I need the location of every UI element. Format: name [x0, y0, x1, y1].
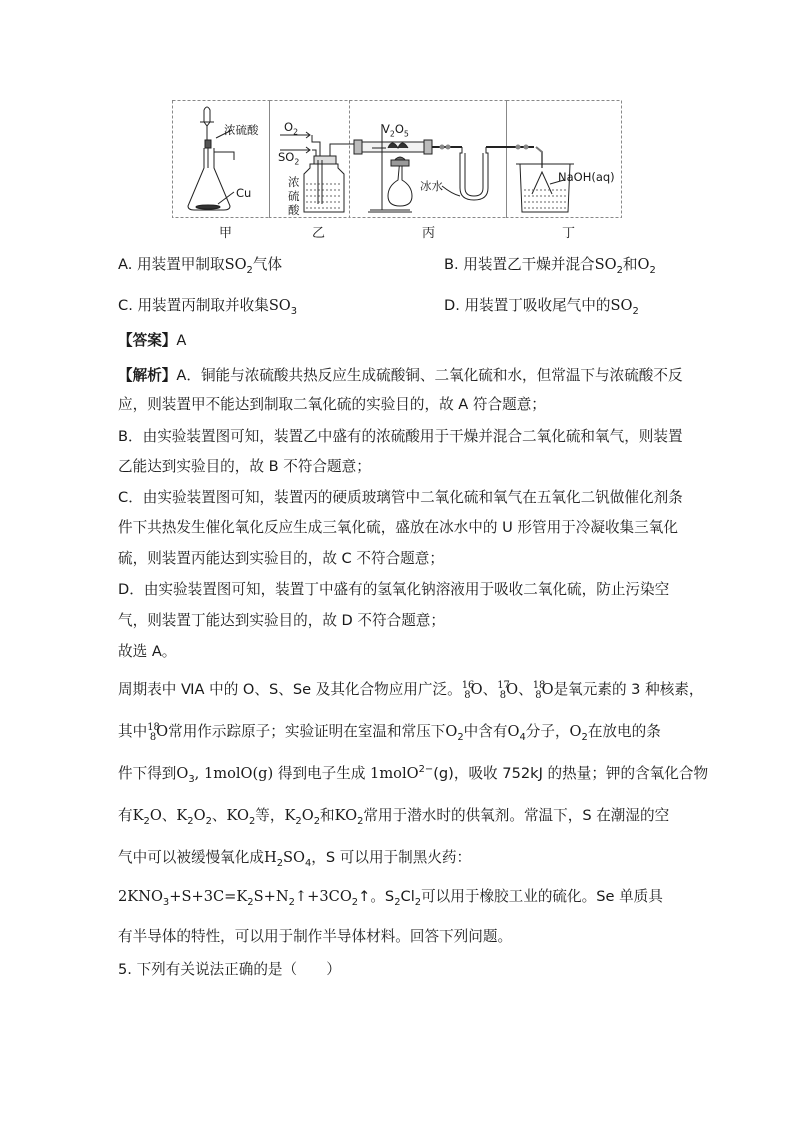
analysis-line-5: C．由实验装置图可知，装置丙的硬质玻璃管中二氧化硫和氧气在五氧化二钒做催化剂条 — [118, 489, 683, 506]
yi-gas-o2: $O_2$ — [284, 120, 299, 137]
bing-ice-label: 冰水 — [420, 179, 443, 193]
yi-acid-v2: 硫 — [288, 189, 300, 203]
ding-naoh-label: NaOH(aq) — [558, 170, 615, 184]
option-c: C. 用装置丙制取并收集$SO_3$ — [118, 297, 298, 317]
analysis-line-2: 应，则装置甲不能达到制取二氧化硫的实验目的，故 A 符合题意； — [118, 396, 546, 413]
passage-line-1: 周期表中 ⅥA 中的 O、S、Se 及其化合物应用广泛。$^{16}_8$O、$^{17}_8$O、$^{18}_8$O是氧元素的 3 种核素， — [118, 680, 704, 701]
passage-line-2: 其中$^{18}_8$O常用作示踪原子；实验证明在室温和常压下$O_2$中含有$O_4$分子，$O_2$在放电的条 — [118, 722, 661, 743]
bing-catalyst-v2o5: $V_2O_5$ — [382, 122, 409, 139]
isotope-o16: $^{16}_8$O — [461, 680, 483, 701]
analysis-line-7: 硫，则装置丙能达到实验目的，故 C 不符合题意； — [118, 550, 444, 567]
apparatus-figure — [172, 100, 622, 220]
analysis-line-8: D．由实验装置图可知，装置丁中盛有的氢氧化钠溶液用于吸收二氧化硫，防止污染空 — [118, 581, 670, 598]
passage-line-5: 气中可以被缓慢氧化成$H_2SO_4$，S 可以用于制黑火药： — [118, 849, 472, 869]
option-d: D. 用装置丁吸收尾气中的$SO_2$ — [444, 297, 639, 317]
caption-yi: 乙 — [312, 226, 326, 241]
analysis-line-10: 故选 A。 — [118, 643, 177, 660]
answer-line: 【答案】A — [118, 332, 187, 349]
caption-bing: 丙 — [422, 226, 436, 241]
question-5: 5. 下列有关说法正确的是（ ） — [118, 961, 341, 978]
option-b: B. 用装置乙干燥并混合$SO_2$和$O_2$ — [444, 256, 656, 276]
yi-gas-so2: $SO_2$ — [278, 150, 300, 167]
jia-metal-label: Cu — [236, 186, 252, 200]
analysis-line-6: 件下共热发生催化氧化反应生成三氧化硫，盛放在冰水中的 U 形管用于冷凝收集三氧化 — [118, 519, 678, 536]
isotope-o17: $^{17}_8$O — [497, 680, 519, 701]
analysis-line-1: 【解析】A．铜能与浓硫酸共热反应生成硫酸铜、二氧化硫和水，但常温下与浓硫酸不反 — [118, 367, 683, 384]
passage-line-6-equation: $2KNO_3+S+3C=K_2S+N_2↑+3CO_2↑$。$S_2Cl_2$可以用于橡胶工业的硫化。Se 单质具 — [118, 888, 663, 908]
caption-jia: 甲 — [219, 226, 233, 241]
caption-ding: 丁 — [562, 226, 576, 241]
jia-acid-label: 浓硫酸 — [224, 123, 259, 137]
isotope-o18-tracer: $^{18}_8$O — [147, 722, 169, 743]
yi-acid-v3: 酸 — [288, 203, 300, 217]
passage-line-3: 件下得到$O_3$, 1molO(g) 得到电子生成 1molO$^{2-}$(g)，吸收 752kJ 的热量；钾的含氧化合物 — [118, 764, 709, 785]
isotope-o18: $^{18}_8$O — [532, 680, 554, 701]
option-a: A. 用装置甲制取$SO_2$气体 — [118, 256, 283, 276]
apparatus-bing — [354, 124, 508, 212]
analysis-line-3: B．由实验装置图可知，装置乙中盛有的浓硫酸用于干燥并混合二氧化硫和氧气，则装置 — [118, 428, 683, 445]
analysis-line-9: 气，则装置丁能达到实验目的，故 D 不符合题意； — [118, 612, 445, 629]
passage-line-4: 有$K_2O$、$K_2O_2$、$KO_2$等，$K_2O_2$和$KO_2$常用于潜水时的供氧剂。常温下，S 在潮湿的空 — [118, 807, 670, 827]
analysis-line-4: 乙能达到实验目的，故 B 不符合题意； — [118, 458, 371, 475]
yi-acid-v1: 浓 — [288, 175, 300, 189]
passage-line-7: 有半导体的特性，可以用于制作半导体材料。回答下列问题。 — [118, 928, 513, 945]
apparatus-drawing — [172, 100, 622, 220]
